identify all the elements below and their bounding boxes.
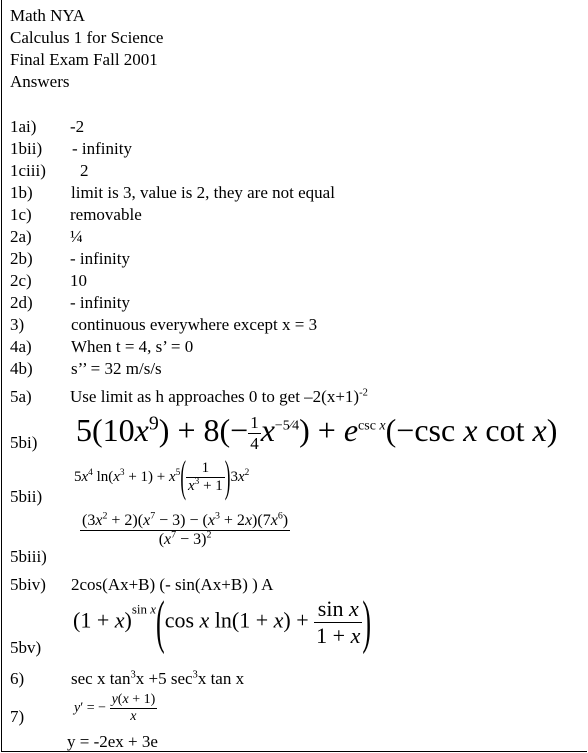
question-label: 4b) [10, 359, 33, 378]
answer-text: sec x $\tan^3x +5$ $\sec^3x$ tan x [71, 669, 245, 688]
question-label: 1ciii) [10, 161, 46, 180]
question-label: 3) [10, 315, 25, 334]
answer-text: - infinity [72, 139, 132, 158]
question-label: 5bv) [10, 638, 42, 657]
answer-text: Use limit as h approaches 0 to get $-2(x+1)^{-2}$ [70, 387, 368, 406]
answer-text: 2 [80, 161, 89, 180]
question-label: 5biv) [10, 575, 46, 594]
question-label: 5biii) [10, 547, 47, 566]
question-label: 1c) [10, 205, 32, 224]
course-code: Math NYA [10, 6, 86, 25]
equation-5biii: $\frac{(3x^2 + 2)(x^7 - 3) - (x^3 + 2x)(7x^6)}{(x^7 - 3)^2}$ [82, 510, 289, 548]
answer-text: - infinity [70, 293, 130, 312]
question-label: 2d) [10, 293, 33, 312]
question-label: 6) [10, 669, 25, 688]
equation-5bii: $5x^4$ $\ln(x^3 + 1) + x^5$( $\frac{1}{x^3 + 1}$ )$3x^2$ [74, 451, 250, 501]
question-label: 2b) [10, 249, 33, 268]
answer-text: -2 [70, 117, 85, 136]
question-label: 5a) [10, 387, 32, 406]
answer-text: - infinity [70, 249, 130, 268]
equation-7: y′ = − $\frac{y(x + 1)}{x}$ [74, 692, 156, 724]
exam-title: Final Exam Fall 2001 [10, 50, 158, 69]
equation-5bi: $5(10x^9) + 8(-$ $\frac{1}{4}$ $x^{-5⁄4}) + e^{csc x}(-\csc$ x cot x) [76, 412, 558, 454]
answer-text: When t = 4, s’ = 0 [71, 337, 194, 356]
question-label: 1bii) [10, 139, 43, 158]
question-label: 5bi) [10, 433, 38, 452]
answer-text: 10 [70, 271, 87, 290]
answers-heading: Answers [10, 72, 70, 91]
answer-text: continuous everywhere except x = 3 [71, 315, 318, 334]
question-label: 1b) [10, 183, 33, 202]
answer-text: limit is 3, value is 2, they are not equal [71, 183, 335, 202]
question-label: 2a) [10, 227, 32, 246]
answer-text: 2cos(Ax+B) (- sin(Ax+B) ) A [71, 575, 274, 594]
equation-5bv: $(1 + x)^{sin x}(\cos$ x ln(1 + x) + $\frac{\text{sin x}}{1 + x}$ ) [73, 588, 372, 655]
answer-text: s’’ = 32 m/s/s [71, 359, 162, 378]
answer-text: removable [70, 205, 142, 224]
question-label: 5bii) [10, 487, 43, 506]
question-label: 1ai) [10, 117, 37, 136]
final-answer-line: y = -2ex + 3e [67, 732, 158, 751]
question-label: 4a) [10, 337, 32, 356]
answer-text: ¼ [70, 227, 83, 246]
question-label: 7) [10, 707, 25, 726]
course-title: Calculus 1 for Science [10, 28, 164, 47]
question-label: 2c) [10, 271, 32, 290]
